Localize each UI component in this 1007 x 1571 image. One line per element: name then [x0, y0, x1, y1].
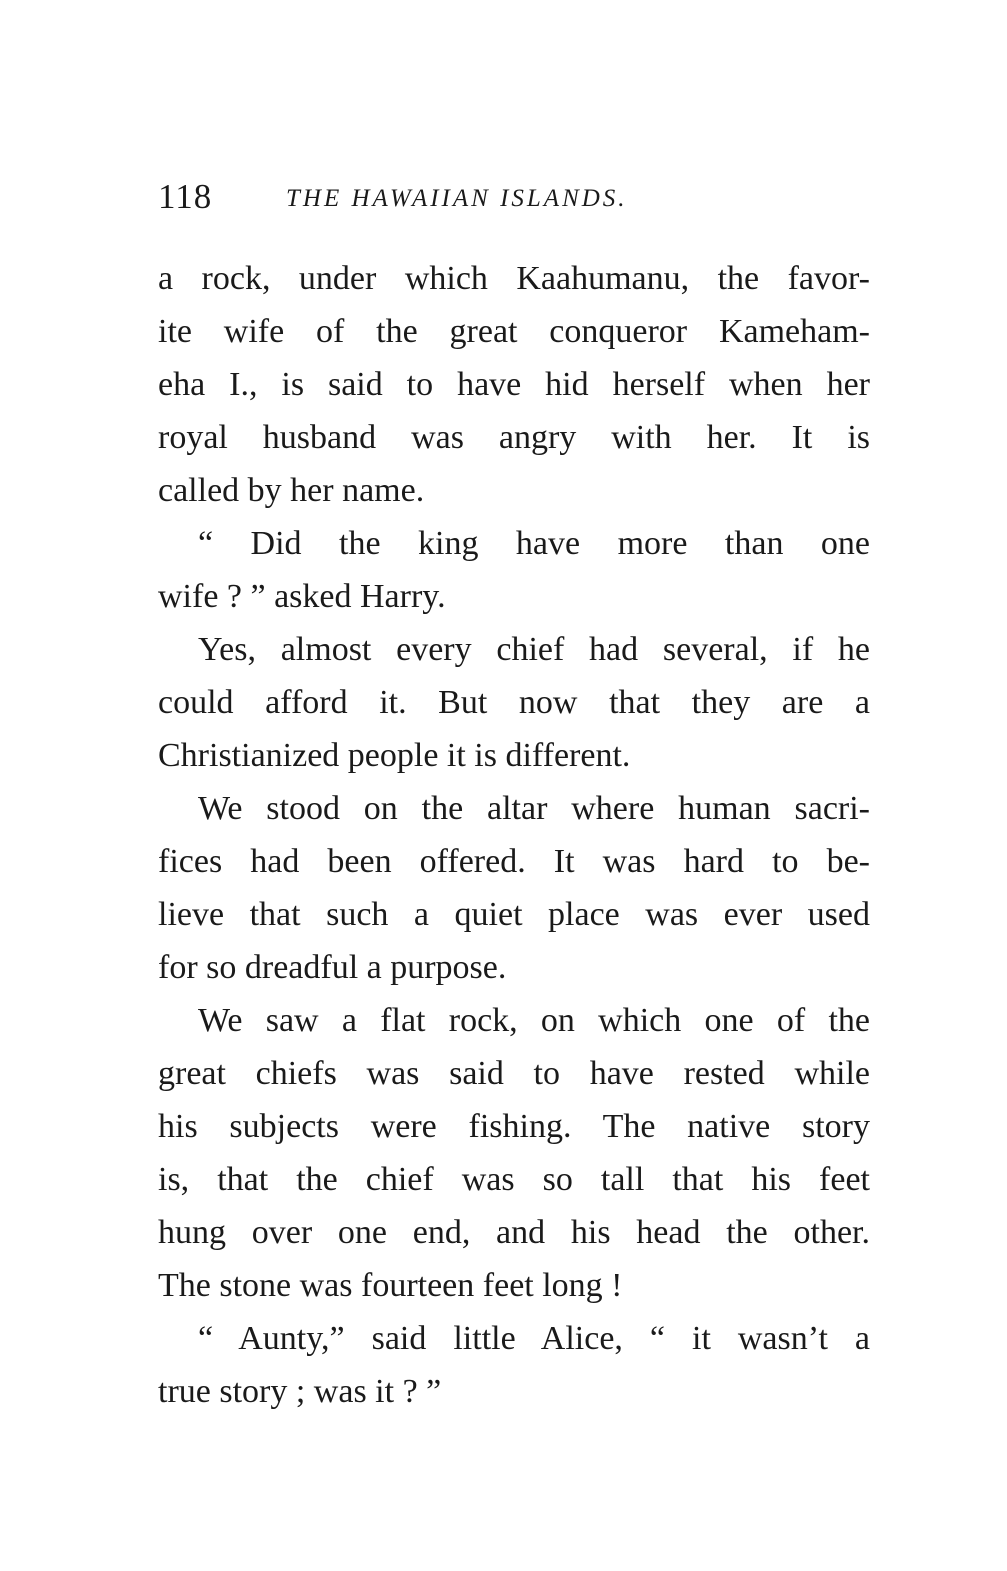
text-line: Christianized people it is different. [158, 737, 631, 774]
text-line: The stone was fourteen feet long ! [158, 1267, 623, 1304]
text-line: royal husband was angry with her. It is [158, 419, 870, 456]
text-line: We stood on the altar where human sacri- [198, 790, 870, 827]
running-title: THE HAWAIIAN ISLANDS. [286, 185, 628, 212]
text-line: “ Aunty,” said little Alice, “ it wasn’t a [198, 1320, 870, 1357]
text-line: great chiefs was said to have rested while [158, 1055, 870, 1092]
text-line: “ Did the king have more than one [198, 525, 870, 562]
text-line: is, that the chief was so tall that his feet [158, 1161, 870, 1198]
text-line: lieve that such a quiet place was ever used [158, 896, 870, 933]
text-line: a rock, under which Kaahumanu, the favor- [158, 260, 870, 297]
text-line: for so dreadful a purpose. [158, 949, 507, 986]
text-line: wife ? ” asked Harry. [158, 578, 446, 615]
text-line: ite wife of the great conqueror Kameham- [158, 313, 870, 350]
text-line: could afford it. But now that they are a [158, 684, 870, 721]
text-line: his subjects were fishing. The native story [158, 1108, 870, 1145]
text-line: called by her name. [158, 472, 425, 509]
text-line: true story ; was it ? ” [158, 1373, 442, 1410]
text-line: eha I., is said to have hid herself when her [158, 366, 870, 403]
body-text [158, 252, 870, 1418]
text-line: Yes, almost every chief had several, if he [198, 631, 870, 668]
running-head [158, 172, 870, 222]
text-line: fices had been offered. It was hard to be- [158, 843, 870, 880]
text-line: hung over one end, and his head the other. [158, 1214, 870, 1251]
page-number: 118 [158, 177, 213, 216]
text-line: We saw a flat rock, on which one of the [198, 1002, 870, 1039]
